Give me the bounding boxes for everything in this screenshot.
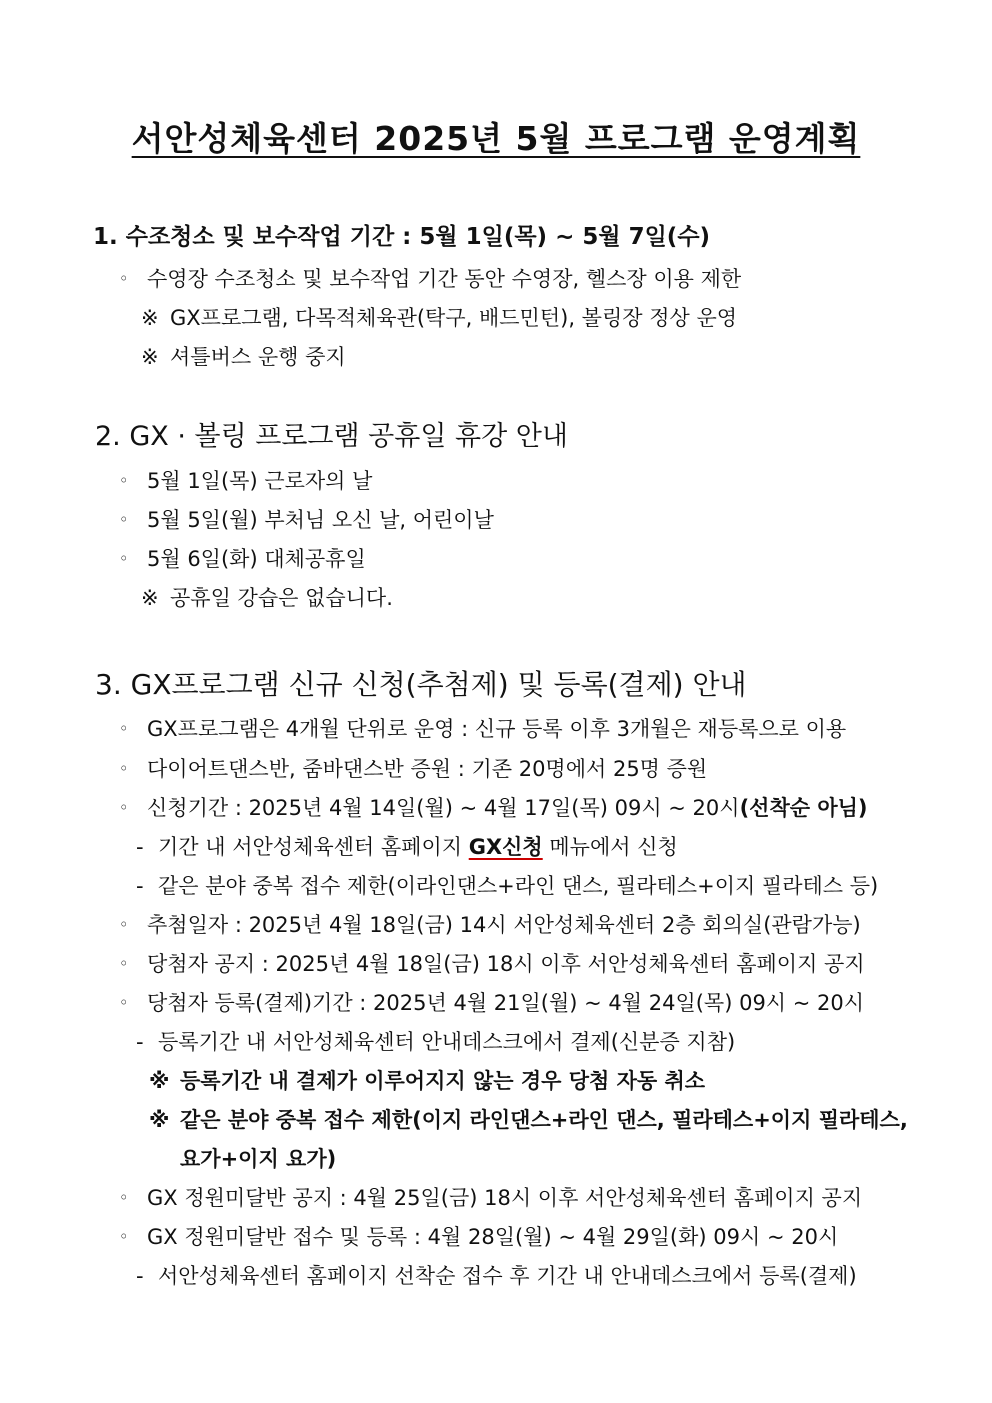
note-item: ※ 셔틀버스 운행 중지	[141, 345, 346, 369]
list-item: ◦ 당첨자 등록(결제)기간 : 2025년 4월 21일(월) ~ 4월 24일(목) 09시 ~ 20시	[119, 991, 865, 1015]
list-item: ◦ GX 정원미달반 접수 및 등록 : 4월 28일(월) ~ 4월 29일(화) 09시 ~ 20시	[119, 1225, 839, 1249]
note-item: ※ GX프로그램, 다목적체육관(탁구, 배드민턴), 볼링장 정상 운영	[141, 306, 738, 330]
list-item: ◦ 수영장 수조청소 및 보수작업 기간 동안 수영장, 헬스장 이용 제한	[119, 267, 742, 291]
note-item: ※ 공휴일 강습은 없습니다.	[141, 586, 393, 610]
list-item: ◦ 5월 6일(화) 대체공휴일	[119, 547, 366, 571]
section-2-heading: 2. GX · 볼링 프로그램 공휴일 휴강 안내	[95, 421, 568, 452]
list-item: ◦ 당첨자 공지 : 2025년 4월 18일(금) 18시 이후 서안성체육센터 홈페이지 공지	[119, 952, 865, 976]
note-item: ※ 같은 분야 중복 접수 제한(이지 라인댄스+라인 댄스, 필라테스+이지 필라테스,	[149, 1108, 908, 1132]
list-item: ◦ 다이어트댄스반, 줌바댄스반 증원 : 기존 20명에서 25명 증원	[119, 757, 708, 781]
page-title: 서안성체육센터 2025년 5월 프로그램 운영계획	[131, 119, 861, 158]
list-item: ◦ 5월 1일(목) 근로자의 날	[119, 469, 373, 493]
dash-item: - 등록기간 내 서안성체육센터 안내데스크에서 결제(신분증 지참)	[136, 1030, 736, 1054]
section-1-heading: 1. 수조청소 및 보수작업 기간 : 5월 1일(목) ~ 5월 7일(수)	[93, 224, 711, 250]
list-item: ◦ GX 정원미달반 공지 : 4월 25일(금) 18시 이후 서안성체육센터 홈페이지 공지	[119, 1186, 863, 1210]
list-item: ◦ 신청기간 : 2025년 4월 14일(월) ~ 4월 17일(목) 09시 ~ 20시(선착순 아님)	[119, 796, 868, 820]
section-3-heading: 3. GX프로그램 신규 신청(추첨제) 및 등록(결제) 안내	[95, 668, 747, 701]
emphasis-text: (선착순 아님)	[739, 796, 868, 820]
dash-item: - 기간 내 서안성체육센터 홈페이지 GX신청 메뉴에서 신청	[136, 835, 678, 859]
note-item-continuation: 요가+이지 요가)	[180, 1147, 337, 1171]
note-item: ※ 등록기간 내 결제가 이루어지지 않는 경우 당첨 자동 취소	[149, 1069, 706, 1093]
gx-apply-menu-link[interactable]: GX신청	[468, 835, 543, 859]
list-item: ◦ 5월 5일(월) 부처님 오신 날, 어린이날	[119, 508, 494, 532]
list-item: ◦ 추첨일자 : 2025년 4월 18일(금) 14시 서안성체육센터 2층 회의실(관람가능)	[119, 913, 861, 937]
list-item: ◦ GX프로그램은 4개월 단위로 운영 : 신규 등록 이후 3개월은 재등록으로 이용	[119, 717, 847, 741]
dash-item: - 서안성체육센터 홈페이지 선착순 접수 후 기간 내 안내데스크에서 등록(결제)	[136, 1264, 857, 1288]
dash-item: - 같은 분야 중복 접수 제한(이라인댄스+라인 댄스, 필라테스+이지 필라테스 등)	[136, 874, 879, 898]
